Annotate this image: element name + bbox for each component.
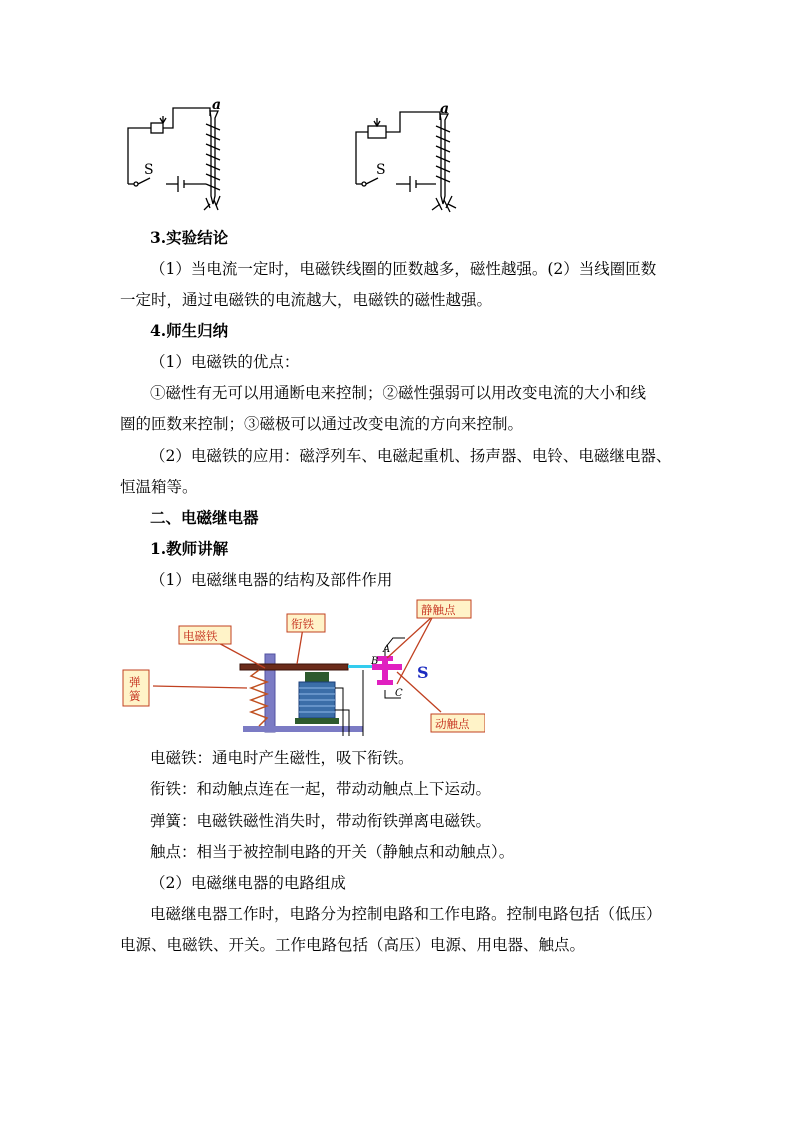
label-moving-contact: 动触点 <box>435 717 470 731</box>
summary-p2-line1: （2）电磁铁的应用：磁浮列车、电磁起重机、扬声器、电铃、电磁继电器、 <box>150 447 672 465</box>
label-S: S <box>417 663 429 682</box>
def-electromagnet: 电磁铁：通电时产生磁性，吸下衔铁。 <box>150 749 414 767</box>
relay-subheading: 1.教师讲解 <box>150 539 229 558</box>
armature-bar <box>240 664 348 670</box>
def-spring: 弹簧：电磁铁磁性消失时，带动衔铁弹离电磁铁。 <box>150 812 492 830</box>
circuit-diagram-right <box>348 100 468 220</box>
label-s: S <box>376 162 386 178</box>
label-armature: 衔铁 <box>291 617 314 631</box>
label-static-contact: 静触点 <box>421 603 456 617</box>
label-s: S <box>144 162 154 178</box>
label-a: a <box>440 101 450 117</box>
label-A: A <box>383 644 391 655</box>
relay-heading: 二、电磁继电器 <box>150 508 259 527</box>
summary-p2-line2: 恒温箱等。 <box>120 478 198 496</box>
conclusion-heading: 3.实验结论 <box>150 228 229 247</box>
label-C: C <box>395 688 403 699</box>
label-electromagnet: 电磁铁 <box>183 629 218 643</box>
label-spring-1: 弹 <box>129 675 141 689</box>
label-B: B <box>371 656 379 667</box>
def-armature: 衔铁：和动触点连在一起，带动动触点上下运动。 <box>150 780 492 798</box>
summary-sub1: （1）电磁铁的优点： <box>150 353 300 371</box>
circuit-diagram-left <box>118 96 238 216</box>
relay-sub2: （2）电磁继电器的电路组成 <box>150 874 346 892</box>
conclusion-line1: （1）当电流一定时，电磁铁线圈的匝数越多，磁性越强。(2）当线圈匝数 <box>150 260 657 278</box>
relay-diagram <box>115 598 485 738</box>
relay-p-line1: 电磁继电器工作时，电路分为控制电路和工作电路。控制电路包括（低压） <box>150 905 662 923</box>
summary-p1-line1: ①磁性有无可以用通断电来控制；②磁性强弱可以用改变电流的大小和线 <box>150 384 647 402</box>
label-spring-2: 簧 <box>129 689 141 703</box>
conclusion-line2: 一定时，通过电磁铁的电流越大，电磁铁的磁性越强。 <box>120 291 493 309</box>
label-a: a <box>212 97 222 113</box>
relay-sub1: （1）电磁继电器的结构及部件作用 <box>150 571 393 589</box>
relay-p-line2: 电源、电磁铁、开关。工作电路包括（高压）电源、用电器、触点。 <box>120 936 586 954</box>
electromagnet-core <box>305 672 329 682</box>
summary-p1-line2: 圈的匝数来控制；③磁极可以通过改变电流的方向来控制。 <box>120 415 524 433</box>
summary-heading: 4.师生归纳 <box>150 321 229 340</box>
def-contact: 触点：相当于被控制电路的开关（静触点和动触点）。 <box>150 843 515 861</box>
static-contact-bottom <box>377 680 393 685</box>
